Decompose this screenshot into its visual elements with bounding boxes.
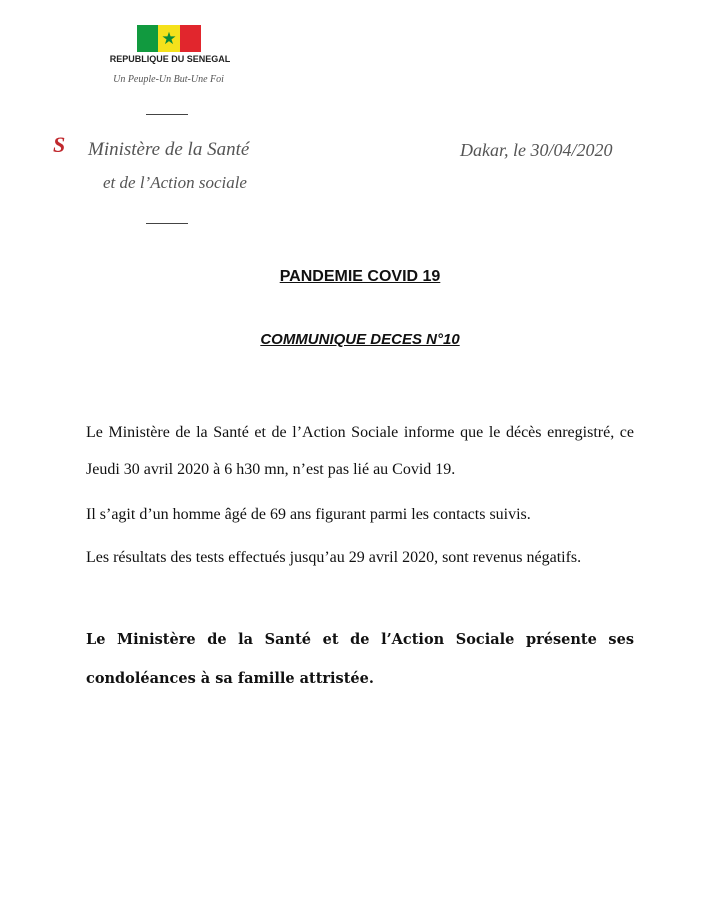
ministry-logo-icon: S <box>53 132 66 157</box>
star-icon: ★ <box>161 28 177 48</box>
divider <box>146 223 188 224</box>
ministry-name-line1: Ministère de la Santé <box>88 139 250 160</box>
ministry-name-line2: et de l’Action sociale <box>103 173 247 192</box>
republic-label: REPUBLIQUE DU SENEGAL <box>109 54 231 64</box>
motto: Un Peuple-Un But-Une Foi <box>113 74 224 85</box>
document-subtitle: COMMUNIQUE DECES N°10 <box>260 331 460 348</box>
paragraph: Les résultats des tests effectués jusqu’au 29 avril 2020, sont revenus négatifs. <box>86 549 582 566</box>
divider <box>146 114 188 115</box>
document-title: PANDEMIE COVID 19 <box>279 268 441 285</box>
paragraph: Il s’agit d’un homme âgé de 69 ans figurant parmi les contacts suivis. <box>86 506 531 523</box>
place-date: Dakar, le 30/04/2020 <box>460 140 613 160</box>
paragraph: Le Ministère de la Santé et de l’Action Sociale informe que le décès enregistré, ce Jeudi 30 avril 2020 à 6 h30 mn, n’est pas lié au Covid 19. <box>86 424 634 478</box>
closing-paragraph: Le Ministère de la Santé et de l’Action Sociale présente ses condoléances à sa famille attristée. <box>86 631 634 687</box>
senegal-flag <box>137 25 201 52</box>
